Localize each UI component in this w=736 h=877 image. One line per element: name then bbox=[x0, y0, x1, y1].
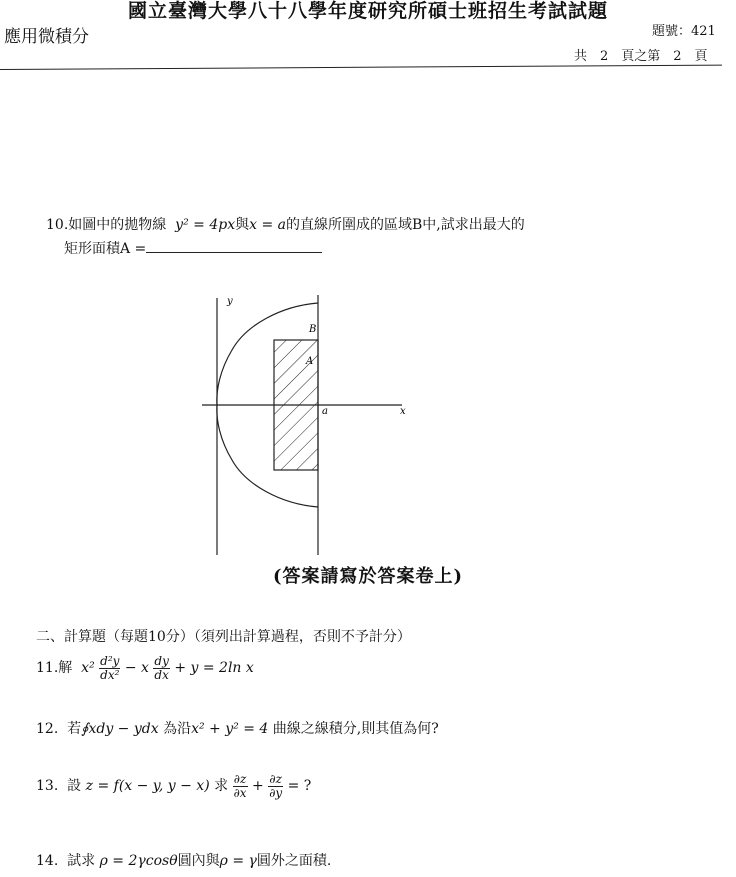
question-11-first-derivative: $\frac{dy}{dx}$ bbox=[154, 653, 169, 682]
answer-blank bbox=[146, 240, 322, 253]
question-11 bbox=[36, 648, 254, 688]
rectangle-label-a: A bbox=[306, 356, 314, 367]
header-divider bbox=[0, 65, 722, 70]
question-12-text-b: 為沿 bbox=[163, 721, 192, 737]
question-13-tail: = ? bbox=[287, 778, 312, 794]
circle-equation: x² + y² = 4 bbox=[191, 721, 269, 737]
y-axis-label: y bbox=[227, 296, 233, 307]
question-14-text-a: 試求 bbox=[67, 853, 96, 869]
line-integral: ∮xdy − ydx bbox=[81, 721, 159, 737]
question-13-text-b: 求 bbox=[214, 778, 229, 794]
course-name: 應用微積分 bbox=[4, 27, 89, 47]
question-10-line2 bbox=[64, 238, 322, 258]
question-13-function: z = f(x − y, y − x) bbox=[85, 778, 210, 794]
x-axis-label: x bbox=[400, 406, 406, 417]
question-13 bbox=[36, 766, 311, 806]
question-12-text-c: 曲線之線積分,則其值為何? bbox=[272, 721, 439, 737]
question-11-x2: x² bbox=[81, 660, 95, 676]
question-13-number: 13. bbox=[36, 778, 59, 794]
parabola-equation: y² = 4px bbox=[175, 217, 236, 233]
section-2-heading: 二、計算題（每題10分）（須列出計算過程，否則不予計分） bbox=[36, 629, 411, 645]
question-11-tail: + y = 2ln x bbox=[174, 660, 254, 676]
question-13-plus: + bbox=[252, 778, 264, 794]
line-equation: x = a bbox=[249, 217, 286, 233]
question-11-second-derivative: $\frac{\text{d²y}}{\text{dx²}}$ bbox=[100, 653, 120, 682]
polar-equation-2: ρ = γ bbox=[219, 853, 257, 869]
region-label-b: B bbox=[309, 324, 317, 335]
question-14-text-b: 圓內與 bbox=[177, 853, 220, 869]
answer-sheet-note: (答案請寫於答案卷上) bbox=[272, 566, 464, 587]
question-14 bbox=[36, 850, 331, 870]
question-10-number: 10. bbox=[46, 217, 69, 233]
partial-z-y: $\frac{\partial z}{\partial y}$ bbox=[269, 771, 283, 800]
question-10-text-b: 與 bbox=[235, 217, 250, 233]
polar-equation-1: ρ = 2γcosθ bbox=[99, 853, 178, 869]
parabola-figure bbox=[196, 290, 426, 560]
question-12 bbox=[36, 718, 439, 738]
page-indicator: 共 2 頁之第 2 頁 bbox=[574, 49, 708, 64]
question-10-text-a: 如圖中的拋物線 bbox=[68, 217, 167, 233]
question-number-label: 題號：421 bbox=[652, 24, 716, 39]
question-11-number: 11.解 bbox=[36, 660, 73, 676]
question-13-text-a: 設 bbox=[67, 778, 82, 794]
question-10-text-2: 矩形面積A = bbox=[64, 241, 147, 257]
question-14-text-c: 圓外之面積. bbox=[256, 853, 332, 869]
question-11-mid: − x bbox=[124, 660, 149, 676]
question-10-line1 bbox=[46, 214, 525, 234]
point-label-a: a bbox=[322, 406, 328, 417]
exam-title: 國立臺灣大學八十八學年度研究所碩士班招生考試試題 bbox=[127, 0, 608, 22]
question-14-number: 14. bbox=[36, 853, 59, 869]
partial-z-x: $\frac{\partial z}{\partial x}$ bbox=[233, 771, 247, 800]
question-12-text-a: 若 bbox=[67, 721, 82, 737]
question-12-number: 12. bbox=[36, 721, 59, 737]
question-10-text-c: 的直線所圍成的區域B中,試求出最大的 bbox=[285, 217, 525, 233]
